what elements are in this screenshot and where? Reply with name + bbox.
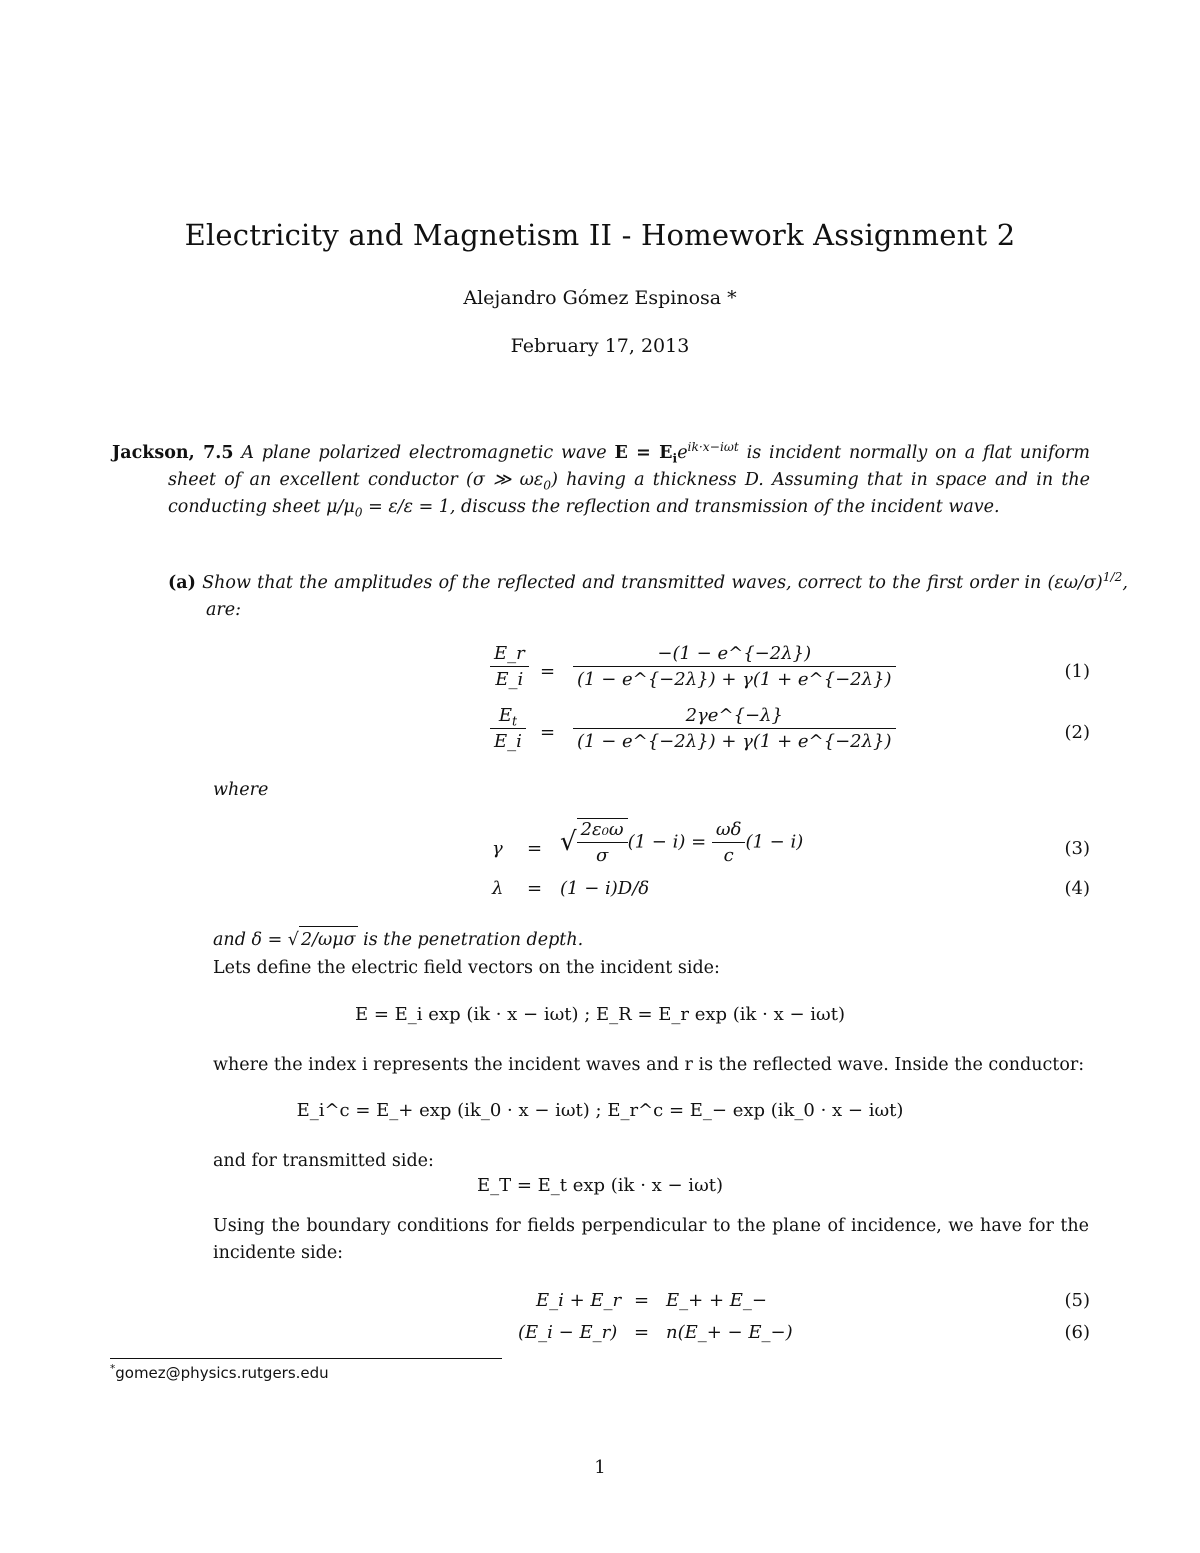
statement-part-1: A plane polarized electromagnetic wave <box>241 443 607 463</box>
eq6-lhs: (E_i − E_r) <box>518 1322 618 1343</box>
eq5-number: (5) <box>1064 1290 1090 1311</box>
part-a-sup: 1/2 <box>1102 570 1123 585</box>
page-number: 1 <box>594 1457 606 1478</box>
part-a-label: (a) <box>168 573 196 593</box>
part-a-text-2: , are: <box>206 573 1128 620</box>
eq3-number: (3) <box>1064 838 1090 859</box>
problem-label: Jackson, 7.5 <box>112 443 234 463</box>
statement-part-2: is incident normally on a flat uniform sheet of an excellent conductor (σ ≫ ωε <box>168 443 1091 490</box>
part-a-text-1: Show that the amplitudes of the reflected and transmitted waves, correct to the first order in (εω/σ) <box>202 573 1103 593</box>
sub-zero-a: 0 <box>543 478 552 493</box>
problem-statement <box>112 440 1090 521</box>
eq5-lhs: E_i + E_r <box>536 1290 622 1311</box>
transmitted-equation: E_T = E_t exp (ik · x − iωt) <box>476 1175 724 1196</box>
date: February 17, 2013 <box>510 335 690 357</box>
lets-define-text: Lets define the electric field vectors on the incident side: <box>213 958 720 978</box>
eq6-number: (6) <box>1064 1322 1090 1343</box>
author: Alejandro Gómez Espinosa * <box>463 287 737 309</box>
eq1-equals: = <box>540 661 556 682</box>
eq4-lhs: λ <box>492 878 504 899</box>
eq3-equals: = <box>527 838 543 859</box>
eq6-equals: = <box>634 1322 650 1343</box>
where-index-text: where the index i represents the incident waves and r is the reflected wave. Inside the conductor: <box>213 1055 1085 1075</box>
eq5-rhs: E_+ + E_− <box>666 1290 767 1311</box>
statement-exp: e <box>677 443 688 463</box>
eq6-rhs: n(E_+ − E_−) <box>666 1322 793 1343</box>
eq2-equals: = <box>540 722 556 743</box>
eq2-number: (2) <box>1064 722 1090 743</box>
eq2-lhs: $\frac{E_t}{E\_i}$ <box>490 705 526 752</box>
eq1-rhs: $\frac{-(1 - e\^{}\{-2\lambda\})}{(1 - e\^{}\{-2\lambda\}) + \gamma(1 + e\^{}\{-2\lambda\})}$ <box>573 643 896 690</box>
conductor-equation: E_i^c = E_+ exp (ik_0 · x − iωt) ; E_r^c = E_− exp (ik_0 · x − iωt) <box>296 1100 904 1121</box>
footnote-email: gomez@physics.rutgers.edu <box>115 1364 329 1382</box>
penetration-depth-line: and δ = √ 2/ωμσ is the penetration depth. <box>213 926 583 954</box>
statement-part-3: ) having a thickness D. Assuming that in space and in the conducting sheet μ/μ <box>168 470 1090 517</box>
eq4-number: (4) <box>1064 878 1090 899</box>
eq4-equals: = <box>527 878 543 899</box>
eq5-equals: = <box>634 1290 650 1311</box>
eq3-rhs: √ $\frac{\text{2ε₀ω}}{\sigma}$ (1 − i) = $\frac{\omega\delta}{c}$ (1 − i) <box>560 818 804 866</box>
statement-part-4: = ε/ε = 1, discuss the reflection and transmission of the incident wave. <box>362 497 1000 517</box>
footnote-rule <box>110 1358 502 1359</box>
statement-sup: ik·x−iωt <box>687 440 739 455</box>
eq2-rhs: $\frac{2\gamma e\^{}\{-\lambda\}}{(1 - e\^{}\{-2\lambda\}) + \gamma(1 + e\^{}\{-2\lambda\})}$ <box>573 705 896 752</box>
transmitted-label: and for transmitted side: <box>213 1151 434 1171</box>
where-label: where <box>213 780 269 800</box>
page-title: Electricity and Magnetism II - Homework Assignment 2 <box>184 218 1016 252</box>
sub-zero-b: 0 <box>354 505 363 520</box>
eq3-lhs: γ <box>492 838 503 859</box>
statement-eq: E = E <box>614 443 673 463</box>
boundary-text: Using the boundary conditions for fields perpendicular to the plane of incidence, we have for the incidente side: <box>213 1216 1089 1263</box>
incident-equation: E = E_i exp (ik · x − iωt) ; E_R = E_r exp (ik · x − iωt) <box>354 1004 845 1025</box>
eq4-rhs: (1 − i)D/δ <box>560 878 650 899</box>
footnote-mark: * <box>110 1363 116 1375</box>
eq1-lhs: $\frac{E\_r}{E\_i}$ <box>490 643 529 690</box>
eq1-number: (1) <box>1064 661 1090 682</box>
part-a <box>168 570 1128 624</box>
statement-sub: i <box>672 450 678 466</box>
footnote <box>110 1364 329 1382</box>
